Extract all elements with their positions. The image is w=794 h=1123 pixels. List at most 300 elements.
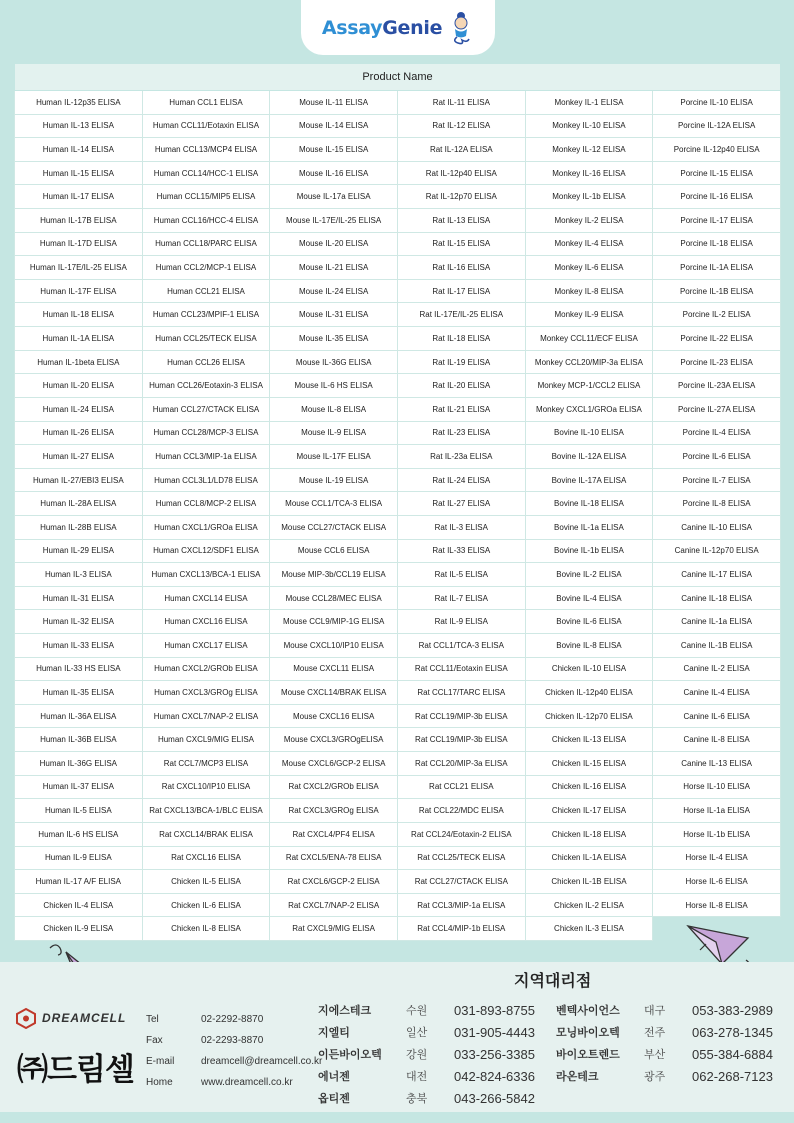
product-cell: Human CCL21 ELISA [142,279,270,303]
product-cell: Human IL-15 ELISA [15,161,143,185]
agent-city: 부산 [644,1048,666,1061]
contact-tel [146,1009,322,1030]
table-row [15,515,781,539]
product-cell: Porcine IL-10 ELISA [653,91,781,115]
product-cell: Rat CXCL6/GCP-2 ELISA [270,870,398,894]
product-cell: Mouse IL-21 ELISA [270,256,398,280]
agent-name: 옵티젠 [318,1092,350,1105]
product-cell: Bovine IL-17A ELISA [525,468,653,492]
agent-name: 지엘티 [318,1026,350,1039]
product-cell: Human IL-33 HS ELISA [15,657,143,681]
table-row [15,350,781,374]
product-cell: Bovine IL-8 ELISA [525,634,653,658]
agent-name: 바이오트렌드 [556,1048,620,1061]
table-row [15,704,781,728]
product-cell: Rat CXCL10/IP10 ELISA [142,775,270,799]
product-cell: Mouse IL-24 ELISA [270,279,398,303]
product-cell: Mouse IL-11 ELISA [270,91,398,115]
product-cell: Human IL-28A ELISA [15,492,143,516]
product-cell: Rat CXCL2/GROb ELISA [270,775,398,799]
product-cell: Canine IL-1B ELISA [653,634,781,658]
product-cell: Rat CCL1/TCA-3 ELISA [397,634,525,658]
product-cell: Human IL-33 ELISA [15,634,143,658]
product-cell: Rat CXCL4/PF4 ELISA [270,822,398,846]
product-cell: Rat CCL20/MIP-3a ELISA [397,752,525,776]
product-cell: Human IL-12p35 ELISA [15,91,143,115]
product-cell: Human IL-13 ELISA [15,114,143,138]
product-cell: Monkey CCL11/ECF ELISA [525,327,653,351]
product-cell: Bovine IL-1a ELISA [525,515,653,539]
assay-genie-logo [301,0,495,55]
product-cell: Horse IL-4 ELISA [653,846,781,870]
agent-city: 수원 [406,1004,428,1017]
bottom-band [0,1112,794,1123]
product-cell: Mouse IL-35 ELISA [270,327,398,351]
product-cell: Chicken IL-12p40 ELISA [525,681,653,705]
product-cell: Mouse MIP-3b/CCL19 ELISA [270,563,398,587]
product-cell: Mouse CXCL10/IP10 ELISA [270,634,398,658]
product-cell: Porcine IL-12A ELISA [653,114,781,138]
product-cell: Human CCL25/TECK ELISA [142,327,270,351]
product-cell: Human IL-36B ELISA [15,728,143,752]
product-cell: Human CCL26 ELISA [142,350,270,374]
contact-email-value[interactable]: dreamcell@dreamcell.co.kr [201,1056,323,1067]
product-cell: Human IL-36A ELISA [15,704,143,728]
table-row [15,303,781,327]
table-row [15,138,781,162]
product-cell: Monkey CCL20/MIP-3a ELISA [525,350,653,374]
agent-row [318,1043,794,1065]
product-cell: Human CXCL2/GROb ELISA [142,657,270,681]
product-cell: Horse IL-10 ELISA [653,775,781,799]
product-cell: Rat IL-18 ELISA [397,327,525,351]
table-row [15,752,781,776]
product-cell: Rat IL-17 ELISA [397,279,525,303]
agent-row [318,1087,794,1109]
contact-info [146,1009,322,1093]
product-cell: Mouse IL-14 ELISA [270,114,398,138]
product-cell: Human CCL14/HCC-1 ELISA [142,161,270,185]
product-cell: Human CCL28/MCP-3 ELISA [142,421,270,445]
product-cell: Canine IL-17 ELISA [653,563,781,587]
product-cell: Rat CXCL9/MIG ELISA [270,917,398,941]
product-cell: Chicken IL-16 ELISA [525,775,653,799]
product-cell: Human IL-17 A/F ELISA [15,870,143,894]
product-cell: Human IL-14 ELISA [15,138,143,162]
product-cell: Rat CCL24/Eotaxin-2 ELISA [397,822,525,846]
product-cell: Chicken IL-1A ELISA [525,846,653,870]
product-cell: Canine IL-18 ELISA [653,586,781,610]
product-cell: Human CCL1 ELISA [142,91,270,115]
product-cell: Rat IL-12A ELISA [397,138,525,162]
product-cell: Mouse CCL1/TCA-3 ELISA [270,492,398,516]
product-cell: Human CCL18/PARC ELISA [142,232,270,256]
product-cell: Bovine IL-10 ELISA [525,421,653,445]
table-row [15,634,781,658]
company-name: ㈜드림셀 [17,1052,134,1088]
table-row [15,846,781,870]
agent-name: 벤텍사이언스 [556,1004,620,1017]
product-cell: Rat CCL7/MCP3 ELISA [142,752,270,776]
table-row [15,114,781,138]
product-cell: Rat CXCL16 ELISA [142,846,270,870]
product-cell: Rat IL-12p70 ELISA [397,185,525,209]
product-cell: Canine IL-1a ELISA [653,610,781,634]
product-cell: Human IL-1beta ELISA [15,350,143,374]
table-row [15,445,781,469]
agent-city: 전주 [644,1026,666,1039]
product-cell: Porcine IL-23 ELISA [653,350,781,374]
product-cell: Rat IL-7 ELISA [397,586,525,610]
product-table [14,63,781,941]
product-cell: Rat IL-5 ELISA [397,563,525,587]
product-cell: Bovine IL-18 ELISA [525,492,653,516]
agent-city: 대전 [406,1070,428,1083]
product-cell: Porcine IL-27A ELISA [653,397,781,421]
product-cell: Human IL-17B ELISA [15,209,143,233]
product-cell: Chicken IL-18 ELISA [525,822,653,846]
product-cell: Chicken IL-17 ELISA [525,799,653,823]
product-cell: Human IL-3 ELISA [15,563,143,587]
product-cell: Human CXCL17 ELISA [142,634,270,658]
product-cell: Monkey IL-4 ELISA [525,232,653,256]
product-cell: Mouse IL-20 ELISA [270,232,398,256]
product-cell: Human IL-5 ELISA [15,799,143,823]
dreamcell-logo-text: DREAMCELL [42,1011,127,1025]
agent-phone: 055-384-6884 [692,1046,773,1062]
product-cell: Human IL-32 ELISA [15,610,143,634]
product-cell: Rat CCL19/MIP-3b ELISA [397,728,525,752]
table-row [15,563,781,587]
table-header-row [15,64,781,91]
product-cell: Human IL-28B ELISA [15,515,143,539]
product-cell: Rat CCL3/MIP-1a ELISA [397,893,525,917]
product-cell: Rat IL-9 ELISA [397,610,525,634]
product-cell: Human CCL13/MCP4 ELISA [142,138,270,162]
product-cell: Mouse IL-16 ELISA [270,161,398,185]
product-cell: Canine IL-2 ELISA [653,657,781,681]
table-row [15,775,781,799]
agent-phone: 031-893-8755 [454,1002,535,1018]
product-cell: Rat IL-20 ELISA [397,374,525,398]
agent-city: 광주 [644,1070,666,1083]
agent-row [318,999,794,1021]
product-cell: Mouse IL-17a ELISA [270,185,398,209]
product-cell: Human CCL23/MPIF-1 ELISA [142,303,270,327]
product-cell: Mouse CXCL6/GCP-2 ELISA [270,752,398,776]
product-cell: Chicken IL-9 ELISA [15,917,143,941]
product-cell: Rat IL-11 ELISA [397,91,525,115]
contact-email [146,1051,322,1072]
product-cell: Rat CCL27/CTACK ELISA [397,870,525,894]
contact-home [146,1072,322,1093]
product-cell: Bovine IL-1b ELISA [525,539,653,563]
product-cell: Human IL-17 ELISA [15,185,143,209]
product-cell: Canine IL-10 ELISA [653,515,781,539]
dreamcell-logo [14,1007,126,1029]
product-cell: Mouse CCL6 ELISA [270,539,398,563]
product-cell: Human CCL11/Eotaxin ELISA [142,114,270,138]
product-cell: Rat IL-13 ELISA [397,209,525,233]
product-cell: Rat CXCL3/GROg ELISA [270,799,398,823]
product-cell: Human CXCL12/SDF1 ELISA [142,539,270,563]
product-cell: Canine IL-6 ELISA [653,704,781,728]
product-cell: Human IL-17D ELISA [15,232,143,256]
product-cell: Rat CXCL14/BRAK ELISA [142,822,270,846]
product-cell: Porcine IL-16 ELISA [653,185,781,209]
table-row [15,91,781,115]
table-row [15,728,781,752]
product-cell: Human CCL26/Eotaxin-3 ELISA [142,374,270,398]
product-cell: Mouse CCL28/MEC ELISA [270,586,398,610]
agent-name: 에너젠 [318,1070,350,1083]
product-cell: Mouse IL-9 ELISA [270,421,398,445]
product-table-wrapper [14,63,781,941]
product-cell: Human CCL27/CTACK ELISA [142,397,270,421]
product-cell: Chicken IL-15 ELISA [525,752,653,776]
product-cell: Human IL-9 ELISA [15,846,143,870]
product-cell: Porcine IL-7 ELISA [653,468,781,492]
agent-phone: 043-266-5842 [454,1090,535,1106]
product-cell: Human CCL3/MIP-1a ELISA [142,445,270,469]
product-cell: Mouse IL-17F ELISA [270,445,398,469]
product-cell: Bovine IL-2 ELISA [525,563,653,587]
product-cell: Human IL-17E/IL-25 ELISA [15,256,143,280]
product-cell: Mouse IL-17E/IL-25 ELISA [270,209,398,233]
product-cell: Rat CCL19/MIP-3b ELISA [397,704,525,728]
product-cell: Human IL-24 ELISA [15,397,143,421]
product-cell: Human CXCL7/NAP-2 ELISA [142,704,270,728]
table-row [15,539,781,563]
product-cell: Chicken IL-12p70 ELISA [525,704,653,728]
table-row [15,327,781,351]
contact-home-link[interactable]: www.dreamcell.co.kr [201,1077,293,1088]
product-cell: Monkey IL-8 ELISA [525,279,653,303]
agent-city: 대구 [644,1004,666,1017]
contact-value: 02-2293-8870 [201,1035,264,1046]
product-cell: Human IL-36G ELISA [15,752,143,776]
product-cell: Chicken IL-10 ELISA [525,657,653,681]
product-cell: Rat IL-17E/IL-25 ELISA [397,303,525,327]
agent-row [318,1021,794,1043]
product-cell: Human CXCL14 ELISA [142,586,270,610]
product-cell: Human IL-27 ELISA [15,445,143,469]
agent-phone: 042-824-6336 [454,1068,535,1084]
product-cell: Rat CXCL5/ENA-78 ELISA [270,846,398,870]
product-cell: Rat CXCL7/NAP-2 ELISA [270,893,398,917]
agent-phone: 031-905-4443 [454,1024,535,1040]
product-cell: Chicken IL-13 ELISA [525,728,653,752]
product-cell: Rat CCL22/MDC ELISA [397,799,525,823]
product-cell: Canine IL-12p70 ELISA [653,539,781,563]
product-cell: Rat IL-16 ELISA [397,256,525,280]
product-cell: Rat IL-3 ELISA [397,515,525,539]
product-cell: Mouse CCL9/MIP-1G ELISA [270,610,398,634]
product-cell: Mouse CXCL16 ELISA [270,704,398,728]
table-row [15,232,781,256]
product-cell: Bovine IL-12A ELISA [525,445,653,469]
product-cell: Porcine IL-1A ELISA [653,256,781,280]
agent-name: 모닝바이오텍 [556,1026,620,1039]
product-cell: Rat IL-33 ELISA [397,539,525,563]
product-cell: Bovine IL-6 ELISA [525,610,653,634]
product-cell: Human IL-26 ELISA [15,421,143,445]
product-cell: Mouse CXCL14/BRAK ELISA [270,681,398,705]
table-row [15,421,781,445]
table-row [15,822,781,846]
product-cell: Human IL-6 HS ELISA [15,822,143,846]
agent-phone: 063-278-1345 [692,1024,773,1040]
product-cell: Horse IL-8 ELISA [653,893,781,917]
product-cell: Chicken IL-6 ELISA [142,893,270,917]
product-cell: Human CCL16/HCC-4 ELISA [142,209,270,233]
product-cell: Rat IL-27 ELISA [397,492,525,516]
product-cell: Rat IL-12 ELISA [397,114,525,138]
product-cell: Porcine IL-17 ELISA [653,209,781,233]
product-cell: Monkey IL-10 ELISA [525,114,653,138]
product-cell: Human IL-20 ELISA [15,374,143,398]
product-cell: Human CCL8/MCP-2 ELISA [142,492,270,516]
agent-phone: 062-268-7123 [692,1068,773,1084]
product-cell: Human IL-31 ELISA [15,586,143,610]
product-cell: Monkey IL-2 ELISA [525,209,653,233]
product-cell: Mouse IL-6 HS ELISA [270,374,398,398]
product-cell: Human IL-18 ELISA [15,303,143,327]
product-cell: Human CCL2/MCP-1 ELISA [142,256,270,280]
product-cell: Chicken IL-4 ELISA [15,893,143,917]
contact-fax [146,1030,322,1051]
table-row [15,374,781,398]
contact-label: Fax [146,1035,163,1046]
product-cell: Rat CCL4/MIP-1b ELISA [397,917,525,941]
product-cell: Monkey CXCL1/GROa ELISA [525,397,653,421]
table-row [15,397,781,421]
table-row [15,870,781,894]
product-cell: Monkey MCP-1/CCL2 ELISA [525,374,653,398]
logo-text [322,17,442,39]
product-cell: Porcine IL-15 ELISA [653,161,781,185]
agent-phone: 033-256-3385 [454,1046,535,1062]
product-cell: Monkey IL-1b ELISA [525,185,653,209]
product-cell: Human CXCL3/GROg ELISA [142,681,270,705]
table-row [15,161,781,185]
product-cell: Mouse IL-36G ELISA [270,350,398,374]
agent-name: 지에스테크 [318,1004,372,1017]
product-cell: Porcine IL-4 ELISA [653,421,781,445]
logo-genie: Genie [382,16,443,39]
agent-city: 강원 [406,1048,428,1061]
table-row [15,893,781,917]
agent-city: 일산 [406,1026,428,1039]
product-cell: Monkey IL-16 ELISA [525,161,653,185]
product-cell: Monkey IL-9 ELISA [525,303,653,327]
product-cell: Mouse IL-15 ELISA [270,138,398,162]
product-cell: Chicken IL-2 ELISA [525,893,653,917]
table-row [15,610,781,634]
table-row [15,209,781,233]
agent-city: 충북 [406,1092,428,1105]
product-cell: Chicken IL-8 ELISA [142,917,270,941]
product-cell: Mouse CXCL3/GROgELISA [270,728,398,752]
product-cell: Mouse IL-31 ELISA [270,303,398,327]
agent-name: 라온테크 [556,1070,599,1083]
table-row [15,917,781,941]
contact-label: Home [146,1077,173,1088]
product-cell: Porcine IL-1B ELISA [653,279,781,303]
product-cell: Rat CCL21 ELISA [397,775,525,799]
table-header: Product Name [15,64,781,91]
product-cell: Human CCL15/MIP5 ELISA [142,185,270,209]
product-cell: Chicken IL-1B ELISA [525,870,653,894]
table-row [15,681,781,705]
table-row [15,799,781,823]
product-cell: Horse IL-6 ELISA [653,870,781,894]
product-cell: Porcine IL-8 ELISA [653,492,781,516]
product-cell: Monkey IL-6 ELISA [525,256,653,280]
product-cell: Rat IL-23 ELISA [397,421,525,445]
product-cell: Porcine IL-22 ELISA [653,327,781,351]
region-title: 지역대리점 [514,971,592,990]
product-cell: Rat CCL11/Eotaxin ELISA [397,657,525,681]
table-row [15,185,781,209]
product-cell: Chicken IL-3 ELISA [525,917,653,941]
product-cell: Human IL-1A ELISA [15,327,143,351]
product-cell: Porcine IL-12p40 ELISA [653,138,781,162]
product-cell: Rat CXCL13/BCA-1/BLC ELISA [142,799,270,823]
agent-name: 이든바이오텍 [318,1048,382,1061]
table-row [15,279,781,303]
genie-icon [448,10,474,46]
product-cell: Human IL-37 ELISA [15,775,143,799]
product-cell: Human IL-27/EBI3 ELISA [15,468,143,492]
product-cell: Mouse IL-8 ELISA [270,397,398,421]
product-cell: Human CXCL1/GROa ELISA [142,515,270,539]
agent-row [318,1065,794,1087]
contact-value: 02-2292-8870 [201,1014,264,1025]
table-body [15,91,781,941]
product-cell: Canine IL-8 ELISA [653,728,781,752]
product-cell: Porcine IL-2 ELISA [653,303,781,327]
logo-assay: Assay [321,16,383,39]
product-cell: Horse IL-1a ELISA [653,799,781,823]
product-cell: Human CXCL16 ELISA [142,610,270,634]
product-cell: Canine IL-4 ELISA [653,681,781,705]
product-cell: Canine IL-13 ELISA [653,752,781,776]
product-cell: Rat IL-15 ELISA [397,232,525,256]
product-cell: Mouse IL-19 ELISA [270,468,398,492]
contact-label: Tel [146,1014,159,1025]
product-cell: Mouse CCL27/CTACK ELISA [270,515,398,539]
table-row [15,657,781,681]
table-row [15,468,781,492]
product-cell: Human IL-35 ELISA [15,681,143,705]
product-cell: Rat IL-12p40 ELISA [397,161,525,185]
product-cell: Human CXCL9/MIG ELISA [142,728,270,752]
product-cell: Human CCL3L1/LD78 ELISA [142,468,270,492]
product-cell: Bovine IL-4 ELISA [525,586,653,610]
regional-agents [318,999,794,1109]
product-cell: Mouse CXCL11 ELISA [270,657,398,681]
table-row [15,256,781,280]
product-cell: Monkey IL-12 ELISA [525,138,653,162]
product-cell: Rat IL-19 ELISA [397,350,525,374]
product-cell: Horse IL-1b ELISA [653,822,781,846]
dreamcell-hexagon-icon [14,1007,38,1029]
agent-phone: 053-383-2989 [692,1002,773,1018]
product-cell: Human IL-17F ELISA [15,279,143,303]
product-cell: Rat CCL17/TARC ELISA [397,681,525,705]
product-cell: Porcine IL-6 ELISA [653,445,781,469]
